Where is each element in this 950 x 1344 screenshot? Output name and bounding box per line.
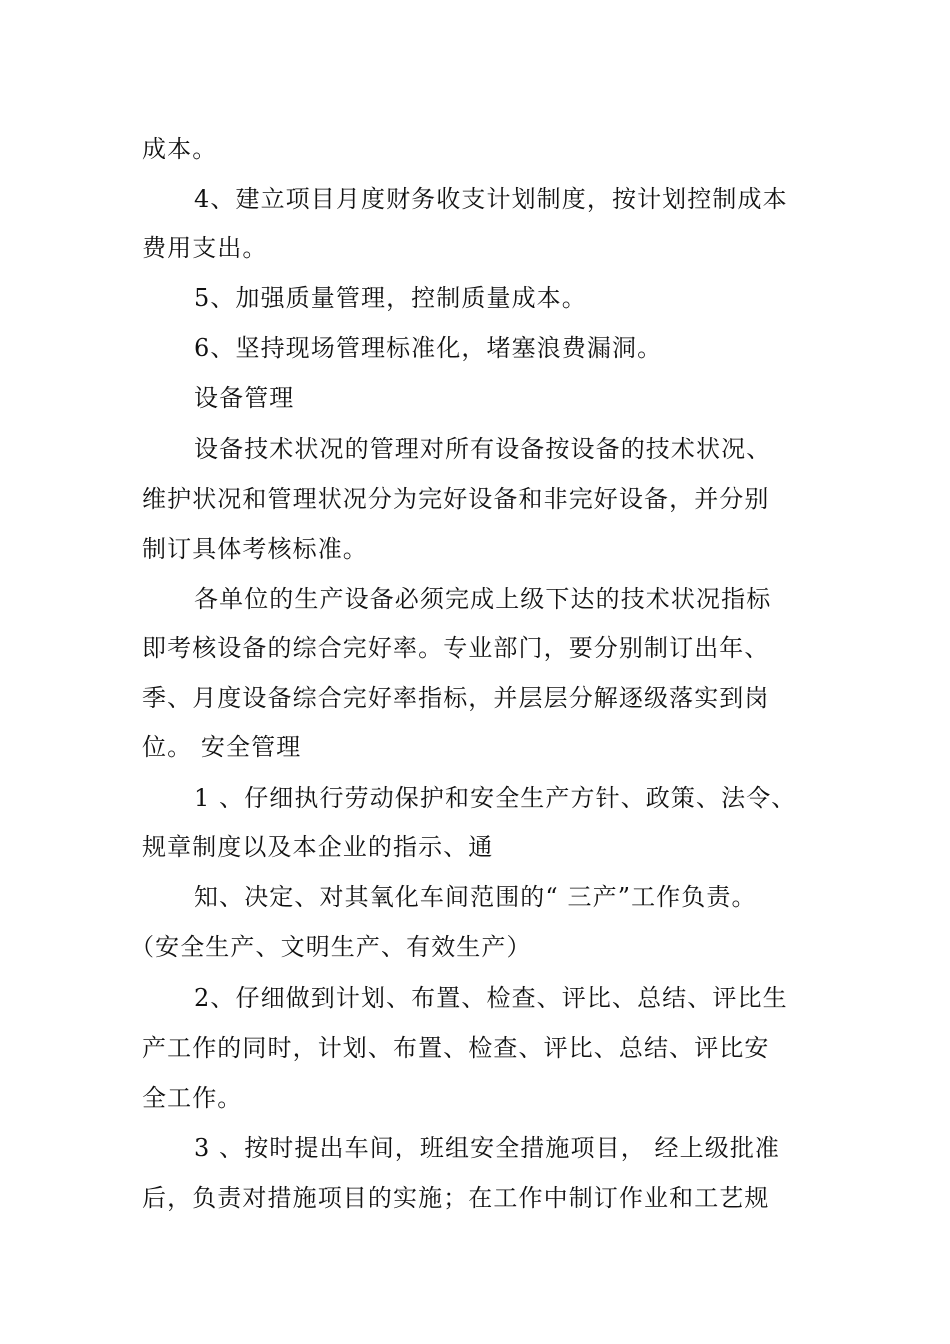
text-line: 3 、按时提出车间，班组安全措施项目， 经上级批准 xyxy=(194,1134,781,1162)
text-line: 位。 安全管理 xyxy=(142,733,302,761)
text-line: 2、仔细做到计划、布置、检查、评比、总结、评比生 xyxy=(194,984,788,1012)
section-heading: 设备管理 xyxy=(194,384,295,412)
text-line: 即考核设备的综合完好率。专业部门，要分别制订出年、 xyxy=(142,634,770,662)
text-line: 维护状况和管理状况分为完好设备和非完好设备，并分别 xyxy=(142,485,770,513)
text-line: 5、加强质量管理，控制质量成本。 xyxy=(194,284,587,312)
text-line: 6、坚持现场管理标准化，堵塞浪费漏洞。 xyxy=(194,334,663,362)
text-line: 产工作的同时，计划、布置、检查、评比、总结、评比安 xyxy=(142,1034,770,1062)
text-line: 全工作。 xyxy=(142,1084,243,1112)
text-line: 费用支出。 xyxy=(142,234,268,262)
text-line: 1 、仔细执行劳动保护和安全生产方针、政策、法令、 xyxy=(194,784,797,812)
text-line: 规章制度以及本企业的指示、通 xyxy=(142,833,494,861)
text-line: 设备技术状况的管理对所有设备按设备的技术状况、 xyxy=(194,435,772,463)
text-line: 季、月度设备综合完好率指标，并层层分解逐级落实到岗 xyxy=(142,684,770,712)
text-line: （安全生产、文明生产、有效生产） xyxy=(130,933,532,961)
text-line: 知、决定、对其氧化车间范围的“ 三产”工作负责。 xyxy=(194,883,757,911)
text-line: 成本。 xyxy=(142,135,218,163)
text-line: 制订具体考核标准。 xyxy=(142,535,368,563)
text-line: 后，负责对措施项目的实施；在工作中制订作业和工艺规 xyxy=(142,1184,770,1212)
text-line: 各单位的生产设备必须完成上级下达的技术状况指标 xyxy=(194,585,772,613)
text-line: 4、建立项目月度财务收支计划制度，按计划控制成本 xyxy=(194,185,788,213)
